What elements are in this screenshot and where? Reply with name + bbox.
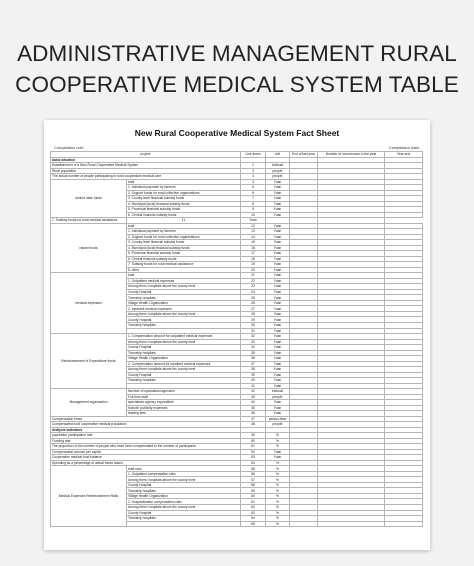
row-unit: % <box>266 521 290 527</box>
row-line-number: 26 <box>241 300 266 306</box>
row-label: Compensated rural cooperative medical population <box>51 422 241 428</box>
row-label: Funding rate <box>51 438 241 444</box>
row-label: Township hospitals <box>127 378 241 384</box>
row-label: 5. Provincial financial subsidy funds <box>127 207 241 213</box>
row-unit: % <box>266 471 290 477</box>
row-unit: % <box>266 466 290 472</box>
row-unit: % <box>266 499 290 505</box>
row-unit: Yuan <box>266 229 290 235</box>
row-label: 8. other <box>127 267 241 273</box>
row-label: 1. Compensation amount for outpatient medical expenses <box>127 334 241 340</box>
row-label: Rural population <box>51 168 241 174</box>
row-label: 7. Subsidy funds for rural medical assistance <box>51 218 127 224</box>
row-unit: Yuan <box>266 345 290 351</box>
row-line-number: 58 <box>241 482 266 488</box>
row-unit: Yuan <box>266 256 290 262</box>
row-line-number: 2 <box>241 168 266 174</box>
row-line-number: 5 <box>241 185 266 191</box>
row-line-number: 24 <box>241 289 266 295</box>
row-label: Among them: hospitals above the county level <box>127 505 241 511</box>
row-unit: Yuan <box>266 311 290 317</box>
row-unit: % <box>266 516 290 522</box>
row-unit: Yuan <box>266 240 290 246</box>
row-label: 6. Central financial subsidy funds <box>127 212 241 218</box>
row-line-number: 56 <box>241 471 266 477</box>
row-unit: % <box>266 488 290 494</box>
row-label: population participation rate <box>51 433 241 439</box>
row-label: Village Health Organization <box>127 356 241 362</box>
row-unit: Yuan <box>266 284 290 290</box>
banner-line-2: COOPERATIVE MEDICAL SYSTEM TABLE <box>15 72 459 97</box>
row-line-number: 14 <box>241 234 266 240</box>
row-line-number: 53 <box>241 455 266 461</box>
row-unit: Yuan <box>266 196 290 202</box>
header-unit: unit <box>266 152 290 158</box>
row-line-number: 54 <box>241 460 266 466</box>
row-unit: Yuan <box>266 289 290 295</box>
row-label: The actual number of people participating in rural cooperative medical care <box>51 174 241 180</box>
fact-sheet-table <box>50 151 423 527</box>
row-line-number: 1 <box>241 163 266 169</box>
row-unit: people <box>266 168 290 174</box>
row-unit: Yuan <box>266 339 290 345</box>
row-label: 1. Outpatient compensation ratio <box>127 471 241 477</box>
row-unit: Yuan <box>266 322 290 328</box>
row-label: Compensation amount per capita <box>51 449 241 455</box>
row-unit: Yuan <box>266 400 290 406</box>
row-label: Township hospitals <box>127 516 241 522</box>
row-label: Include: publicity expenses <box>127 405 241 411</box>
row-unit: Yuan <box>266 405 290 411</box>
header-project: project <box>51 152 241 158</box>
row-unit: % <box>266 433 290 439</box>
row-unit: people <box>266 174 290 180</box>
row-unit: Yuan <box>241 218 266 224</box>
row-line-number: 38 <box>241 367 266 373</box>
row-unit: Yuan <box>266 185 290 191</box>
row-unit: Yuan <box>266 334 290 340</box>
row-label: Among them: hospitals above the county level <box>127 367 241 373</box>
row-unit: Yuan <box>266 383 290 389</box>
row-group-label: Medical Expenses Reimbursement Ratio <box>51 466 127 527</box>
row-unit: % <box>266 505 290 511</box>
row-unit: Yuan <box>266 278 290 284</box>
row-line-number: 40 <box>241 378 266 384</box>
row-unit: % <box>266 477 290 483</box>
row-group-label: Reimbursement of Expenditure funds <box>51 334 127 389</box>
row-label: 7. Subsidy funds for rural medical assistance <box>127 262 241 268</box>
spreadsheet-preview <box>44 120 430 550</box>
row-unit: Yuan <box>266 267 290 273</box>
row-label: Township hospitals <box>127 295 241 301</box>
row-line-number: 22 <box>241 278 266 284</box>
row-unit: Yuan <box>266 356 290 362</box>
row-label: Number of specialized agencies <box>127 389 241 395</box>
row-unit: Yuan <box>266 245 290 251</box>
row-line-number: 55 <box>241 466 266 472</box>
header-occurrences: Number of occurrences in the year <box>318 152 385 158</box>
row-line-number: 37 <box>241 361 266 367</box>
row-line-number: 42 <box>241 389 266 395</box>
row-label: Among them: hospitals above the county level <box>127 477 241 483</box>
row-unit: person-time <box>266 416 290 422</box>
row-year-end <box>385 521 423 527</box>
row-label: 6. Central financial subsidy funds <box>127 256 241 262</box>
row-unit: people <box>266 422 290 428</box>
row-label: 2. Hospitalization compensation ratio <box>127 499 241 505</box>
row-unit: % <box>266 482 290 488</box>
row-label: 4. Municipal (local) financial subsidy funds <box>127 245 241 251</box>
row-label: Spending as a percentage of actual funds raised <box>51 460 241 466</box>
row-line-number: 32 <box>241 334 266 340</box>
row-line-number: 57 <box>241 477 266 483</box>
row-group-label: should raise funds <box>51 179 127 218</box>
row-label: County Hospital <box>127 317 241 323</box>
row-label: Village Health Organization <box>127 493 241 499</box>
row-unit: Yuan <box>266 361 290 367</box>
page-banner-title <box>0 38 474 100</box>
row-unit: % <box>266 460 290 466</box>
row-line-number: 18 <box>241 256 266 262</box>
row-label: 3. County-level financial subsidy funds <box>127 240 241 246</box>
row-line-number: 6 <box>241 190 266 196</box>
row-unit: % <box>266 493 290 499</box>
row-unit: Yuan <box>266 455 290 461</box>
row-line-number: 3 <box>241 174 266 180</box>
row-label: 2. Inpatient medical expenses <box>127 306 241 312</box>
row-label: Village Health Organization <box>127 300 241 306</box>
row-line-number: 11 <box>127 218 241 224</box>
row-label: 2. Compensation amount for inpatient medical expenses <box>127 361 241 367</box>
row-line-number: 33 <box>241 339 266 345</box>
row-line-number: 19 <box>241 262 266 268</box>
row-occurrences <box>318 521 385 527</box>
row-unit: Yuan <box>266 378 290 384</box>
row-label: Full-time staff <box>127 394 241 400</box>
row-group-label: raised funds <box>51 223 127 273</box>
row-line-number: 39 <box>241 372 266 378</box>
row-unit: Yuan <box>266 295 290 301</box>
row-label: 2. Support funds for rural collective organizations <box>127 234 241 240</box>
row-line-number: 25 <box>241 295 266 301</box>
banner-line-1: ADMINISTRATIVE MANAGEMENT RURAL <box>17 41 457 66</box>
row-line-number: 43 <box>241 394 266 400</box>
row-label: The proportion of the number of people who have been compensated to the number of participants <box>51 444 241 450</box>
row-line-number: 64 <box>241 516 266 522</box>
row-line-number: 36 <box>241 356 266 362</box>
row-unit: % <box>266 444 290 450</box>
row-line-number: 44 <box>241 400 266 406</box>
row-line-number: 48 <box>241 422 266 428</box>
row-label: Establishment of a New Rural Cooperative Medical System <box>51 163 241 169</box>
row-line-number: 12 <box>241 223 266 229</box>
row-unit: % <box>266 510 290 516</box>
row-label: County Hospital <box>127 482 241 488</box>
row-line-number: 49 <box>241 433 266 439</box>
row-year-end <box>385 212 423 218</box>
row-label: 1. Outpatient medical expenses <box>127 278 241 284</box>
row-unit: Yuan <box>266 262 290 268</box>
compilation-unit-label: Compilation unit: <box>54 145 84 150</box>
row-label: 1. Individual payment by farmers <box>127 229 241 235</box>
row-label: Township hospitals <box>127 322 241 328</box>
row-label: 4. Municipal (local) financial subsidy funds <box>127 201 241 207</box>
row-line-number: 23 <box>241 284 266 290</box>
row-group-label: Management organization <box>51 389 127 417</box>
row-unit: Yuan <box>266 251 290 257</box>
row-label: Among them: hospitals above the county level <box>127 311 241 317</box>
row-label: Among them: hospitals above the county level <box>127 284 241 290</box>
row-unit: Yuan <box>266 201 290 207</box>
row-line-number: 7 <box>241 196 266 202</box>
header-end-of-last-year: End of last year <box>290 152 318 158</box>
row-line-number: 31 <box>241 328 266 334</box>
row-label: training fees <box>127 411 241 417</box>
row-line-number: 45 <box>241 405 266 411</box>
row-line-number: 20 <box>241 267 266 273</box>
row-unit: Yuan <box>266 207 290 213</box>
row-line-number: 10 <box>241 212 266 218</box>
row-line-number: 51 <box>241 444 266 450</box>
row-label: total ratio <box>127 466 241 472</box>
row-label: 1. Individual payment by farmers <box>127 185 241 191</box>
row-label: Township hospitals <box>127 350 241 356</box>
row-label: total <box>127 273 241 279</box>
row-label: Analysis indicators <box>51 427 241 433</box>
row-unit: Yuan <box>266 306 290 312</box>
row-unit: Yuan <box>266 372 290 378</box>
row-line-number: 34 <box>241 345 266 351</box>
row-unit: Yuan <box>266 273 290 279</box>
row-line-number: 62 <box>241 505 266 511</box>
row-label: Compensation times <box>51 416 241 422</box>
row-line-number: 46 <box>241 411 266 417</box>
row-line-number: 8 <box>241 201 266 207</box>
row-unit: % <box>266 438 290 444</box>
row-label: County Hospital <box>127 372 241 378</box>
row-line-number: 17 <box>241 251 266 257</box>
row-line-number: 28 <box>241 311 266 317</box>
row-unit: Yuan <box>266 411 290 417</box>
row-line-number: 9 <box>241 207 266 213</box>
row-label: basic situation <box>51 157 241 163</box>
row-unit: people <box>266 394 290 400</box>
row-line-number: 65 <box>241 521 266 527</box>
sheet-title: New Rural Cooperative Medical System Fact Sheet <box>134 128 340 138</box>
row-label: specialized agency expenditure <box>127 400 241 406</box>
row-unit: Yuan <box>266 350 290 356</box>
row-label <box>127 521 241 527</box>
compilation-date-label: Compilation date: <box>388 145 420 150</box>
row-label: 5. Provincial financial subsidy funds <box>127 251 241 257</box>
row-line-number: 60 <box>241 493 266 499</box>
row-line-number: 61 <box>241 499 266 505</box>
row-label: 2. Support funds for rural collective organizations <box>127 190 241 196</box>
row-unit: Yuan <box>266 223 290 229</box>
row-unit: Yuan <box>266 367 290 373</box>
row-line-number: 59 <box>241 488 266 494</box>
row-unit: Yuan <box>266 234 290 240</box>
row-label: 3. County-level financial subsidy funds <box>127 196 241 202</box>
row-line-number: 41 <box>241 383 266 389</box>
row-line-number: 4 <box>241 179 266 185</box>
row-unit: Yuan <box>266 190 290 196</box>
row-label: County Hospital <box>127 289 241 295</box>
row-line-number: 35 <box>241 350 266 356</box>
row-label: County Hospital <box>127 510 241 516</box>
row-label: Cooperative medical fund balance <box>51 455 241 461</box>
row-unit: Yuan <box>266 317 290 323</box>
row-line-number: 21 <box>241 273 266 279</box>
row-line-number: 30 <box>241 322 266 328</box>
row-line-number: 16 <box>241 245 266 251</box>
row-line-number: 29 <box>241 317 266 323</box>
row-end-of-last-year <box>290 521 318 527</box>
row-unit: Yuan <box>266 449 290 455</box>
row-line-number: 63 <box>241 510 266 516</box>
row-label: Among them: hospitals above the county level <box>127 339 241 345</box>
row-group-label: medical expenses <box>51 273 127 334</box>
row-line-number: 27 <box>241 306 266 312</box>
header-year-end: Year-end <box>385 152 423 158</box>
row-unit: Yuan <box>266 212 290 218</box>
row-unit: indivual <box>266 389 290 395</box>
row-line-number: 52 <box>241 449 266 455</box>
row-unit: Yuan <box>266 179 290 185</box>
row-unit: Yuan <box>266 328 290 334</box>
row-unit: Yuan <box>266 300 290 306</box>
row-line-number: 13 <box>241 229 266 235</box>
row-unit: indivual <box>266 163 290 169</box>
row-label: total <box>127 223 241 229</box>
row-label: total <box>127 179 241 185</box>
row-line-number: 47 <box>241 416 266 422</box>
header-line-times: Line times <box>241 152 266 158</box>
row-label: Township hospitals <box>127 488 241 494</box>
row-line-number: 50 <box>241 438 266 444</box>
row-line-number: 15 <box>241 240 266 246</box>
row-label: County Hospital <box>127 345 241 351</box>
